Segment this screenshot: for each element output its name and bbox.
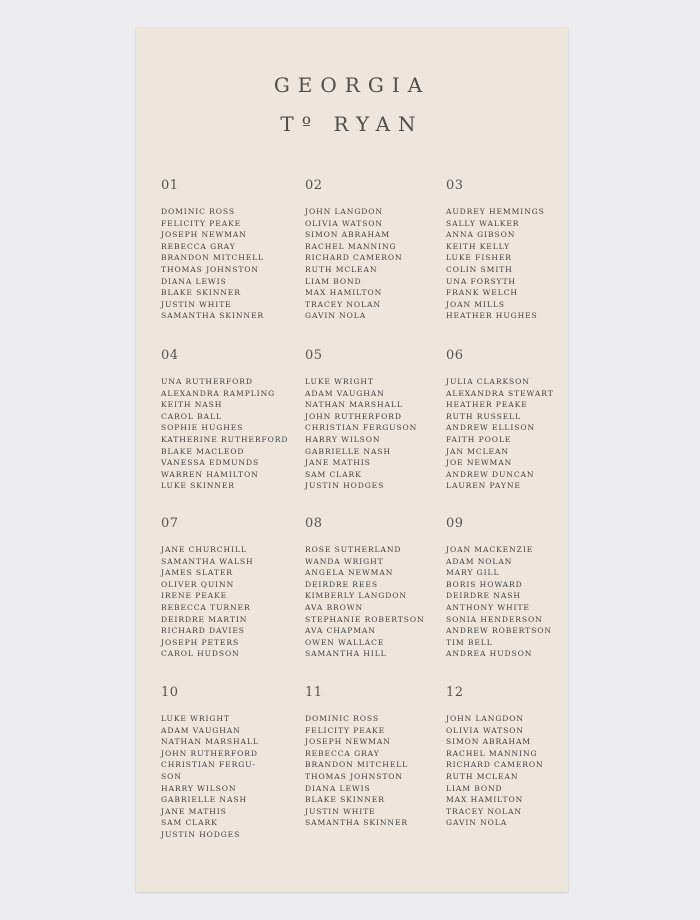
couple-name-line-1: GEORGIA [273,73,431,97]
guest-name: HEATHER HUGHES [446,311,538,321]
guest-name: MAX HAMILTON [305,288,383,298]
guest-name: JULIA CLARKSON [446,377,530,386]
guest-name: OLIVER QUINN [161,579,235,589]
guest-name: LIAM BOND [446,783,503,793]
guest-name: BRANDON MITCHELL [161,253,265,263]
guest-name: OLIVIA WATSON [305,218,383,228]
guest-list [305,376,417,492]
guest-name: IRENE PEAKE [161,591,228,601]
guest-name: TRACEY NOLAN [305,299,381,309]
table-block [446,348,554,491]
guest-name: KATHERINE RUTHERFORD [161,434,289,444]
table-block [305,348,418,491]
guest-name: WANDA WRIGHT [305,556,384,566]
guest-name: JOHN LANGDON [305,207,383,216]
guest-name: BORIS HOWARD [446,579,523,589]
guest-list [305,713,408,829]
guest-name: BRANDON MITCHELL [305,760,409,770]
guest-name: TRACEY NOLAN [446,806,522,816]
guest-list [446,206,545,322]
table-number: 04 [161,348,179,363]
guest-name: JOHN RUTHERFORD [161,748,258,758]
guest-name: ADAM VAUGHAN [161,725,241,735]
guest-name: SAMANTHA SKINNER [305,818,408,828]
guest-name: JUSTIN HODGES [305,481,385,491]
guest-list [446,376,554,492]
guest-list [161,206,264,322]
guest-name: NATHAN MARSHALL [161,737,259,747]
guest-list [446,544,552,660]
guest-name: DOMINIC ROSS [305,714,379,723]
guest-list [161,713,259,841]
guest-name: RUTH MCLEAN [446,771,519,781]
table-block [161,516,254,659]
table-number: 11 [305,685,323,700]
seating-chart-card [136,28,568,892]
guest-name: JOSEPH NEWMAN [161,230,247,240]
guest-name: LUKE WRIGHT [161,714,230,723]
guest-name: CAROL BALL [161,411,222,421]
guest-name: RUTH MCLEAN [305,264,378,274]
guest-name: RACHEL MANNING [446,748,538,758]
guest-name: LUKE WRIGHT [305,377,374,386]
guest-name: SALLY WALKER [446,218,520,228]
guest-name: SAMANTHA WALSH [161,556,254,566]
table-number: 09 [446,516,464,531]
guest-name: JAMES SLATER [161,568,233,578]
table-block [161,178,265,321]
guest-name: JOAN MACKENZIE [446,545,534,554]
guest-name: DOMINIC ROSS [161,207,235,216]
table-number: 08 [305,516,323,531]
guest-name: LUKE SKINNER [161,481,235,491]
guest-name: ADAM VAUGHAN [305,388,385,398]
guest-name: CHRISTIAN FERGUSON [305,423,418,433]
guest-name: SIMON ABRAHAM [446,737,532,747]
guest-name: ANDREW ELLISON [446,423,535,433]
guest-name: AVA CHAPMAN [305,626,376,636]
table-number: 07 [161,516,179,531]
guest-name: THOMAS JOHNSTON [305,771,403,781]
guest-name: ANTHONY WHITE [446,602,530,612]
guest-name: UNA RUTHERFORD [161,377,253,386]
table-number: 12 [446,685,464,700]
guest-name: REBECCA GRAY [161,241,236,251]
table-number: 10 [161,685,179,700]
guest-name: ANDREA HUDSON [446,649,533,659]
guest-name: DEIRDRE MARTIN [161,614,248,624]
guest-name: JANE MATHIS [305,458,371,468]
guest-name: FAITH POOLE [446,434,512,444]
guest-name: GAVIN NOLA [446,818,508,828]
guest-name: ANGELA NEWMAN [305,568,394,578]
guest-name: JOSEPH NEWMAN [305,737,391,747]
guest-name: LIAM BOND [305,276,362,286]
guest-name: OLIVIA WATSON [446,725,524,735]
guest-name: KIMBERLY LANGDON [305,591,407,601]
guest-name: HARRY WILSON [305,434,381,444]
guest-name: RICHARD CAMERON [446,760,544,770]
guest-name: VANESSA EDMUNDS [161,458,260,468]
table-number: 03 [446,178,464,193]
guest-name: SAM CLARK [305,469,362,479]
guest-name: FELICITY PEAKE [305,725,386,735]
guest-name: FELICITY PEAKE [161,218,242,228]
guest-name: ALEXANDRA STEWART [446,388,554,398]
guest-name: MARY GILL [446,568,500,578]
table-block [305,178,403,321]
guest-name: HEATHER PEAKE [446,400,528,410]
table-block [161,348,289,491]
guest-name: WARREN HAMILTON [161,469,259,479]
guest-name: BLAKE SKINNER [161,288,241,298]
guest-name: DIANA LEWIS [161,276,227,286]
table-number: 02 [305,178,323,193]
guest-name: TIM BELL [446,637,493,647]
guest-name: RICHARD CAMERON [305,253,403,263]
guest-name: JOSEPH PETERS [161,637,240,647]
guest-list [161,544,254,660]
table-block [446,516,552,659]
guest-name: SON [161,771,182,781]
guest-name: ANNA GIBSON [446,230,516,240]
guest-name: DIANA LEWIS [305,783,371,793]
guest-name: REBECCA GRAY [305,748,380,758]
couple-name-line-2: Tº RYAN [280,112,424,136]
guest-list [305,544,425,660]
guest-name: JOE NEWMAN [446,458,513,468]
guest-name: COLIN SMITH [446,264,513,274]
guest-name: FRANK WELCH [446,288,518,298]
guest-name: SAMANTHA HILL [305,649,387,659]
guest-name: JAN MCLEAN [446,446,509,456]
guest-list [161,376,288,492]
guest-name: ANDREW DUNCAN [446,469,535,479]
guest-name: BLAKE SKINNER [305,795,385,805]
guest-name: JANE MATHIS [161,806,227,816]
table-block [446,685,544,828]
guest-name: BLAKE MACLEOD [161,446,245,456]
guest-name: HARRY WILSON [161,783,237,793]
table-number: 01 [161,178,179,193]
guest-name: OWEN WALLACE [305,637,385,647]
guest-name: NATHAN MARSHALL [305,400,403,410]
guest-name: MAX HAMILTON [446,795,524,805]
guest-name: KEITH KELLY [446,241,511,251]
table-block [161,685,259,839]
guest-name: SAM CLARK [161,818,218,828]
guest-name: RACHEL MANNING [305,241,397,251]
guest-name: JUSTIN WHITE [305,806,376,816]
guest-list [305,206,403,322]
table-number: 05 [305,348,323,363]
guest-list [446,713,544,829]
guest-name: SAMANTHA SKINNER [161,311,264,321]
guest-name: DEIRDRE REES [305,579,378,589]
guest-name: JANE CHURCHILL [161,545,247,554]
guest-name: GABRIELLE NASH [161,795,247,805]
guest-name: JUSTIN WHITE [161,299,232,309]
guest-name: REBECCA TURNER [161,602,251,612]
guest-name: STEPHANIE ROBERTSON [305,614,425,624]
guest-name: JUSTIN HODGES [161,829,241,839]
guest-name: DEIRDRE NASH [446,591,521,601]
guest-name: AUDREY HEMMINGS [446,207,545,216]
guest-name: ANDREW ROBERTSON [446,626,552,636]
guest-name: RICHARD DAVIES [161,626,245,636]
guest-name: CHRISTIAN FERGU- [161,760,256,770]
table-number: 06 [446,348,464,363]
guest-name: GAVIN NOLA [305,311,367,321]
guest-name: CAROL HUDSON [161,649,240,659]
guest-name: SIMON ABRAHAM [305,230,391,240]
guest-name: JOHN RUTHERFORD [305,411,402,421]
table-block [446,178,545,321]
guest-name: LAUREN PAYNE [446,481,521,491]
guest-name: ADAM NOLAN [446,556,513,566]
guest-name: RUTH RUSSELL [446,411,522,421]
guest-name: THOMAS JOHNSTON [161,264,259,274]
guest-name: AVA BROWN [305,602,364,612]
guest-name: ROSE SUTHERLAND [305,545,402,554]
guest-name: SOPHIE HUGHES [161,423,244,433]
table-block [305,516,425,659]
guest-name: LUKE FISHER [446,253,512,263]
guest-name: JOAN MILLS [446,299,505,309]
guest-name: JOHN LANGDON [446,714,524,723]
guest-name: KEITH NASH [161,400,223,410]
table-block [305,685,409,828]
guest-name: GABRIELLE NASH [305,446,391,456]
guest-name: ALEXANDRA RAMPLING [161,388,276,398]
guest-name: UNA FORSYTH [446,276,516,286]
guest-name: SONIA HENDERSON [446,614,543,624]
